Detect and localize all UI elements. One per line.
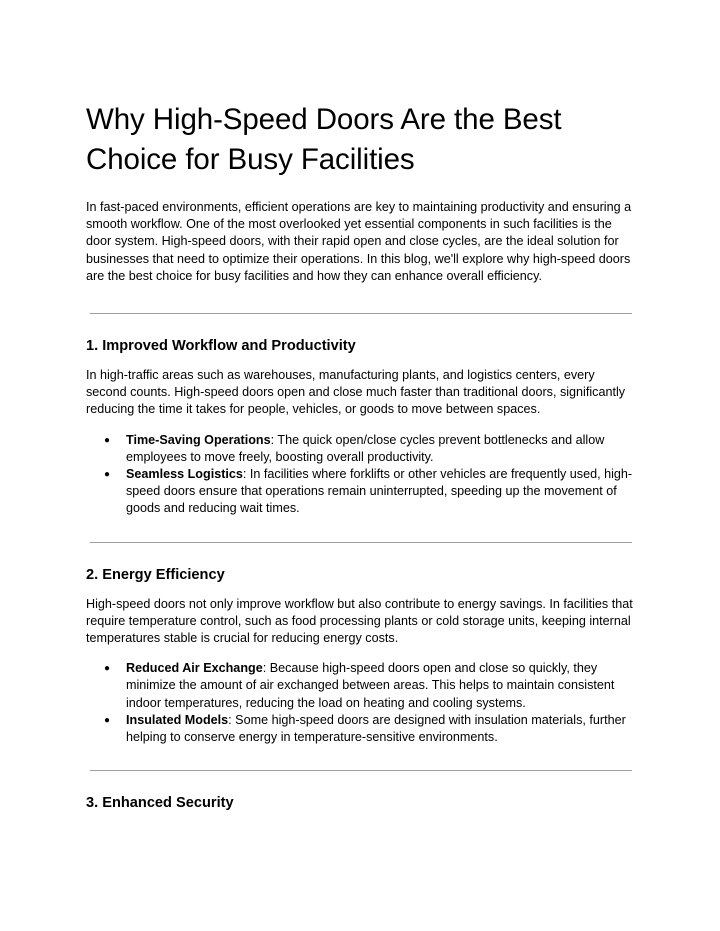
intro-paragraph: In fast-paced environments, efficient operations are key to maintaining productivity and ensuring a smooth workflow. One of the most overlooked yet essential components in such facilities is the door system. High-speed doors, with their rapid open and close cycles, are the ideal solution for businesses that need to optimize their operations. In this blog, we'll explore why high-speed doors are the best choice for busy facilities and how they can enhance overall efficiency.	[86, 200, 632, 283]
bullet-icon: ●	[104, 663, 111, 675]
bullet-icon: ●	[104, 714, 111, 726]
bullet-term: Seamless Logistics	[126, 467, 243, 482]
bullet-text: : In facilities where forklifts or other vehicles are frequently used, high-speed doors ensure that operations remain uninterrupted, speeding up the movement of goods and reducing wait times.	[126, 467, 633, 516]
section-security	[86, 793, 638, 813]
bullet-text: : Because high-speed doors open and close so quickly, they minimize the amount of air exchanged between areas. This helps to maintain consistent indoor temperatures, reducing the load on heating and cooling systems.	[126, 661, 615, 710]
bullet-term: Reduced Air Exchange	[126, 661, 263, 676]
list-item	[104, 712, 638, 746]
section-divider	[90, 542, 632, 543]
list-item	[104, 660, 638, 712]
bullet-text: : The quick open/close cycles prevent bottlenecks and allow employees to move freely, boosting overall productivity.	[126, 432, 605, 464]
section-heading: 1. Improved Workflow and Productivity	[86, 338, 356, 355]
section-heading: 3. Enhanced Security	[86, 795, 234, 812]
bullet-term: Time-Saving Operations	[126, 432, 271, 447]
section-energy	[86, 565, 638, 747]
bullet-term: Insulated Models	[126, 712, 229, 727]
section-divider	[90, 770, 632, 771]
section-heading: 2. Energy Efficiency	[86, 566, 225, 583]
bullet-text: : Some high-speed doors are designed with insulation materials, further helping to conserve energy in temperature-sensitive environments.	[126, 712, 626, 745]
section-paragraph: In high-traffic areas such as warehouses, manufacturing plants, and logistics centers, every second counts. High-speed doors open and close much faster than traditional doors, significantly reducing the time it takes for people, vehicles, or goods to move between spaces.	[86, 368, 626, 417]
section-workflow	[86, 336, 638, 518]
list-item	[104, 432, 638, 466]
bullet-icon: ●	[104, 469, 111, 481]
bullet-icon: ●	[104, 434, 111, 446]
bullet-list	[86, 432, 638, 518]
page-title: Why High-Speed Doors Are the Best Choice for Busy Facilities	[86, 103, 562, 176]
section-divider	[90, 313, 632, 314]
document-page	[86, 100, 638, 813]
bullet-list	[86, 660, 638, 746]
list-item	[104, 466, 638, 518]
section-paragraph: High-speed doors not only improve workflow but also contribute to energy savings. In facilities that require temperature control, such as food processing plants or cold storage units, keeping internal temperatures stable is crucial for reducing energy costs.	[86, 596, 633, 646]
